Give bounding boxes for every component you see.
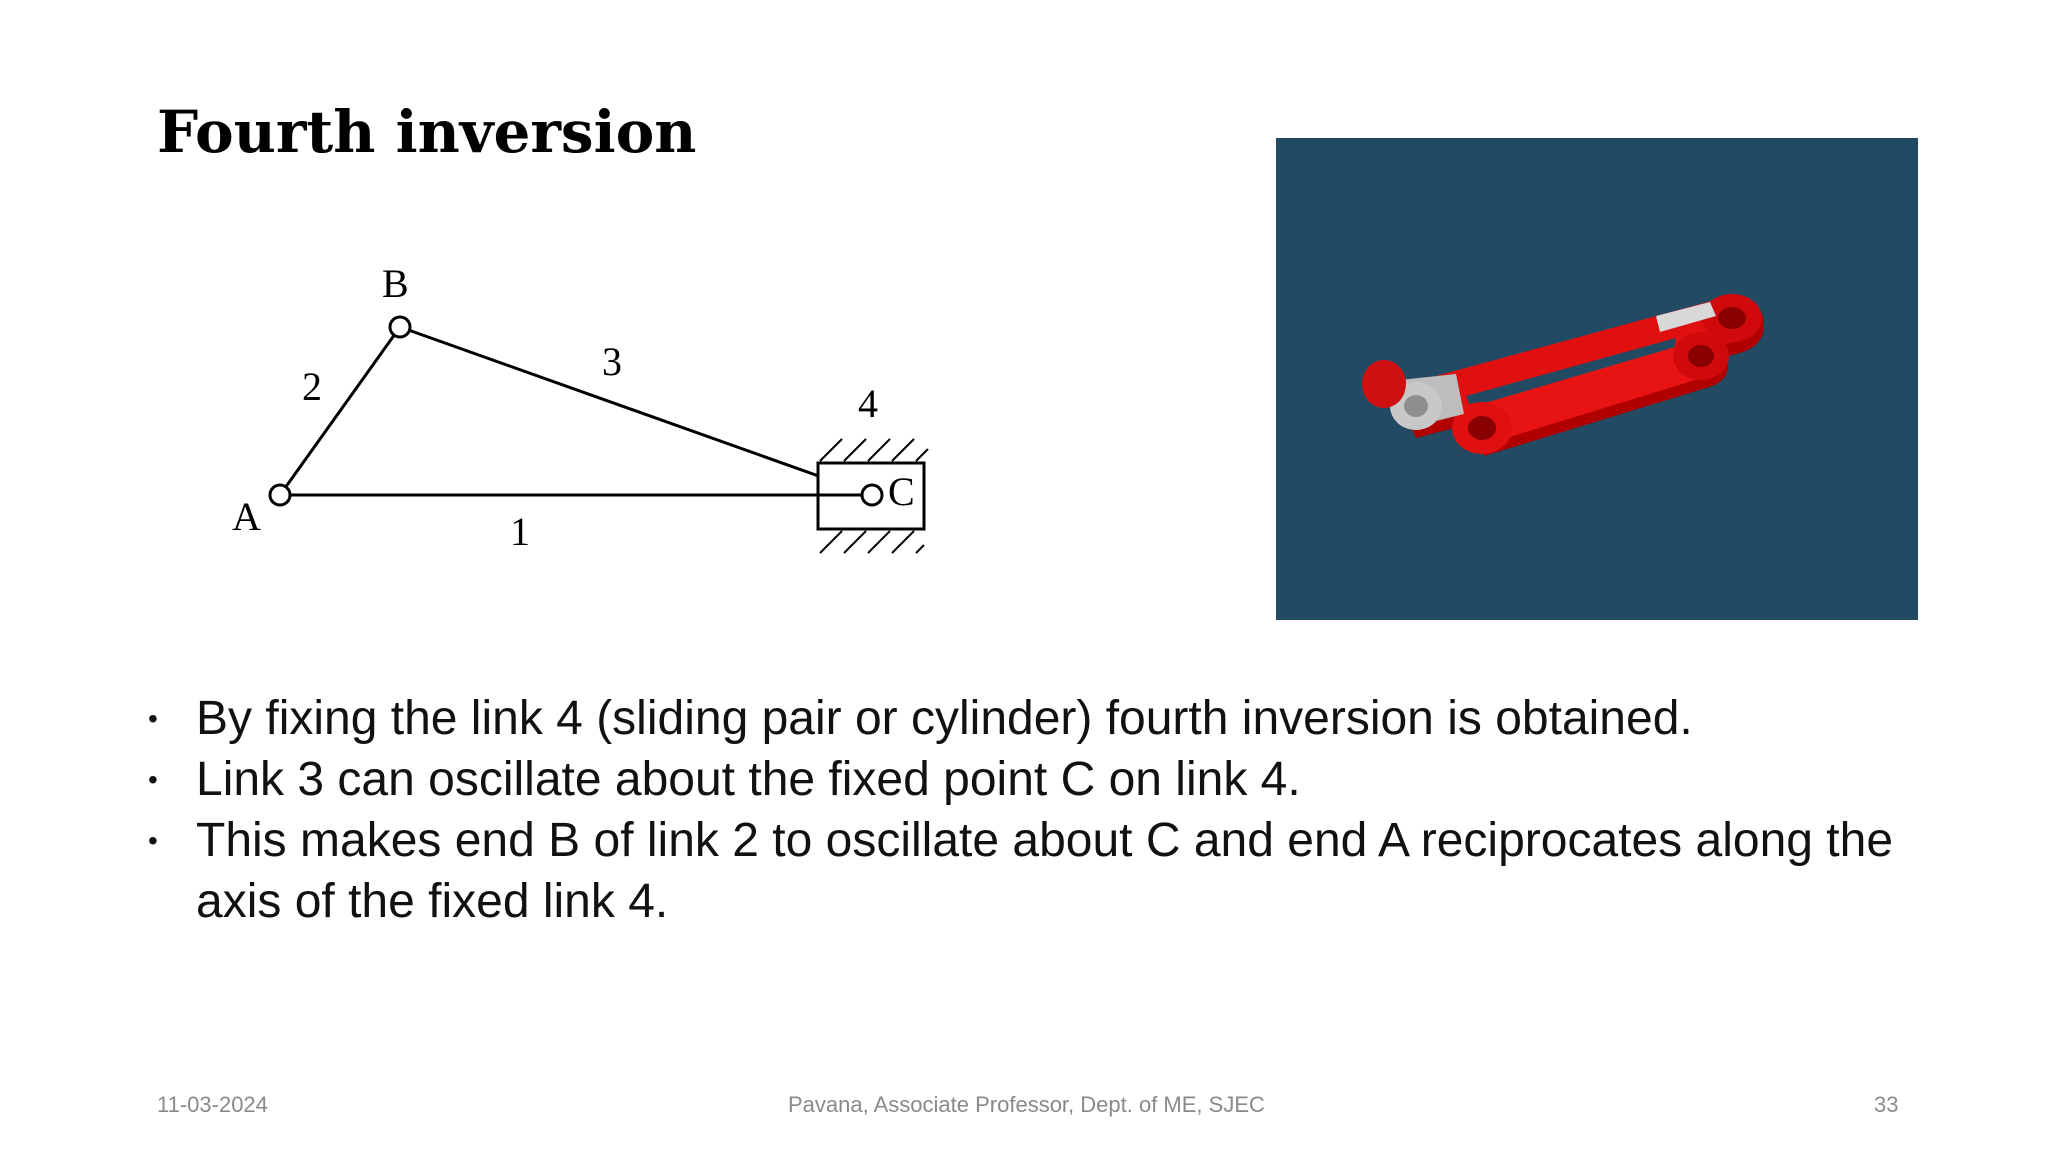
label-a: A	[232, 494, 261, 539]
mechanism-3d-render	[1276, 138, 1918, 620]
ground-hatch-bottom	[820, 531, 924, 553]
ground-hatch-top	[820, 439, 928, 461]
footer-author: Pavana, Associate Professor, Dept. of ME, SJEC	[788, 1092, 1265, 1117]
joint-c	[862, 485, 882, 505]
slide-title: Fourth inversion	[157, 98, 697, 166]
bullet-item	[142, 688, 1972, 749]
bullet-item	[142, 810, 1972, 932]
footer-date: 11-03-2024	[157, 1092, 268, 1117]
footer-page-number: 33	[1874, 1092, 1899, 1117]
bullet-marker: •	[148, 703, 158, 734]
joint-b	[390, 317, 410, 337]
bullet-text: Link 3 can oscillate about the fixed point C on link 4.	[196, 753, 1301, 806]
label-link-2: 2	[302, 364, 322, 409]
link-3-line	[400, 327, 872, 495]
label-link-1: 1	[510, 509, 530, 554]
bullet-item	[142, 749, 1972, 810]
bullet-text: By fixing the link 4 (sliding pair or cylinder) fourth inversion is obtained.	[196, 692, 1693, 745]
label-b: B	[382, 261, 409, 306]
label-c: C	[888, 469, 915, 514]
mechanism-3d-image	[1276, 138, 1918, 620]
mechanism-diagram	[220, 255, 940, 575]
link-2-line	[280, 327, 400, 495]
bullet-marker: •	[148, 764, 158, 795]
bullet-marker: •	[148, 825, 158, 856]
label-link-3: 3	[602, 339, 622, 384]
label-link-4: 4	[858, 381, 878, 426]
bullet-text: This makes end B of link 2 to oscillate about C and end A reciprocates along the axis of the fixed link 4.	[196, 814, 1894, 928]
bullet-list	[142, 688, 1972, 932]
joint-a	[270, 485, 290, 505]
